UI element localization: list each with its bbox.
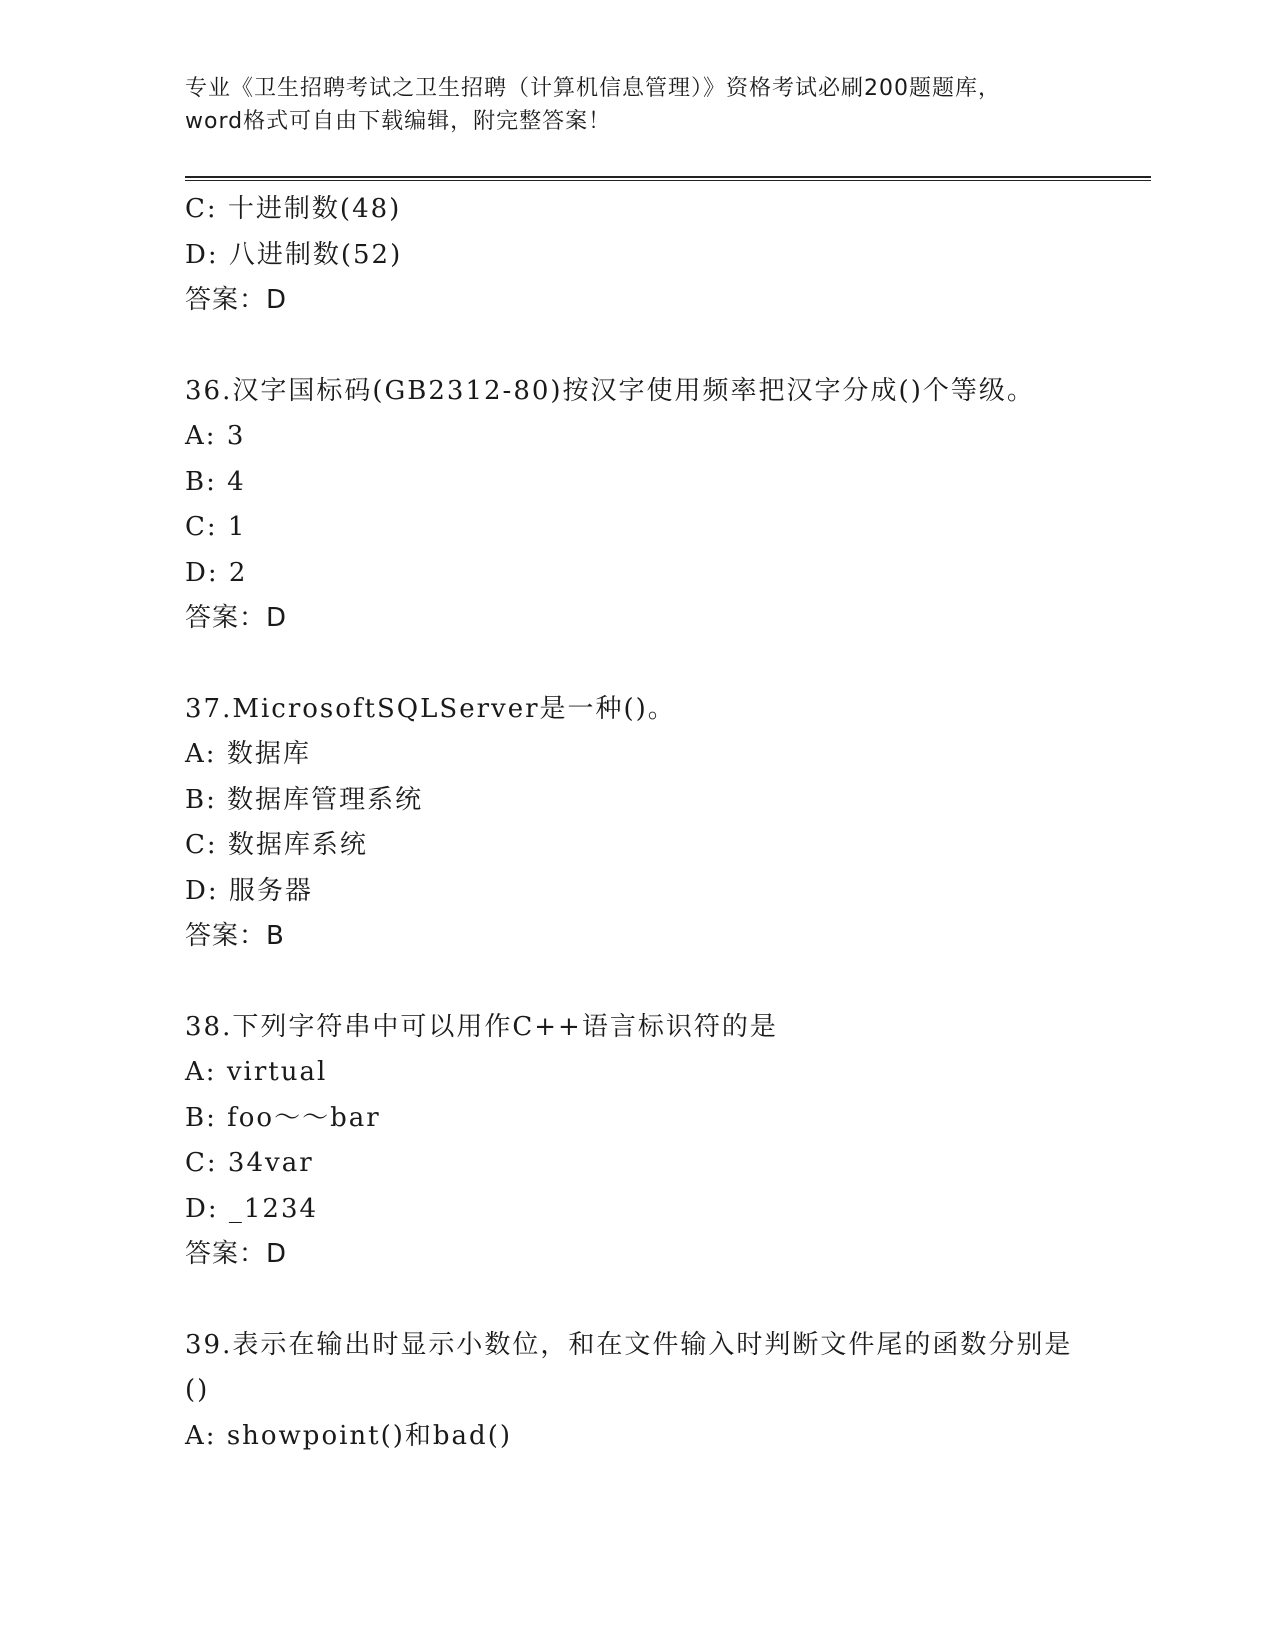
- header-divider: [185, 176, 1151, 181]
- answer-line: 答案：D: [185, 285, 288, 315]
- option-b: B: foo～～bar: [185, 1102, 381, 1133]
- question-stem: 38.下列字符串中可以用作C++语言标识符的是: [185, 1011, 778, 1042]
- option-c: C: 34var: [185, 1148, 314, 1178]
- answer-line: 答案：B: [185, 921, 285, 951]
- option-c: C: 十进制数(48): [185, 194, 402, 224]
- question-stem: 39.表示在输出时显示小数位，和在文件输入时判断文件尾的函数分别是(): [185, 1329, 1073, 1405]
- option-d: D: 2: [185, 557, 248, 588]
- option-a: A: 3: [185, 421, 246, 451]
- option-a: A: 数据库: [185, 739, 311, 769]
- option-b: B: 数据库管理系统: [185, 784, 424, 815]
- option-a: A: showpoint()和bad(): [185, 1420, 512, 1451]
- question-list: [185, 187, 1085, 1459]
- answer-line: 答案：D: [185, 603, 288, 633]
- option-c: C: 1: [185, 512, 247, 542]
- header-line-1: 专业《卫生招聘考试之卫生招聘（计算机信息管理）》资格考试必刷200题题库，: [185, 76, 1001, 101]
- answer-line: 答案：D: [185, 1239, 288, 1269]
- option-d: D: 服务器: [185, 875, 313, 906]
- option-d: D: 八进制数(52): [185, 239, 403, 270]
- option-b: B: 4: [185, 466, 246, 497]
- question-stem: 36.汉字国标码(GB2312-80)按汉字使用频率把汉字分成()个等级。: [185, 375, 1035, 406]
- option-d: D: _1234: [185, 1193, 319, 1224]
- header-line-2: word格式可自由下载编辑，附完整答案！: [185, 109, 612, 134]
- option-c: C: 数据库系统: [185, 830, 368, 860]
- question-stem: 37.MicrosoftSQLServer是一种()。: [185, 693, 676, 724]
- page-header: [185, 72, 1085, 138]
- option-a: A: virtual: [185, 1057, 328, 1087]
